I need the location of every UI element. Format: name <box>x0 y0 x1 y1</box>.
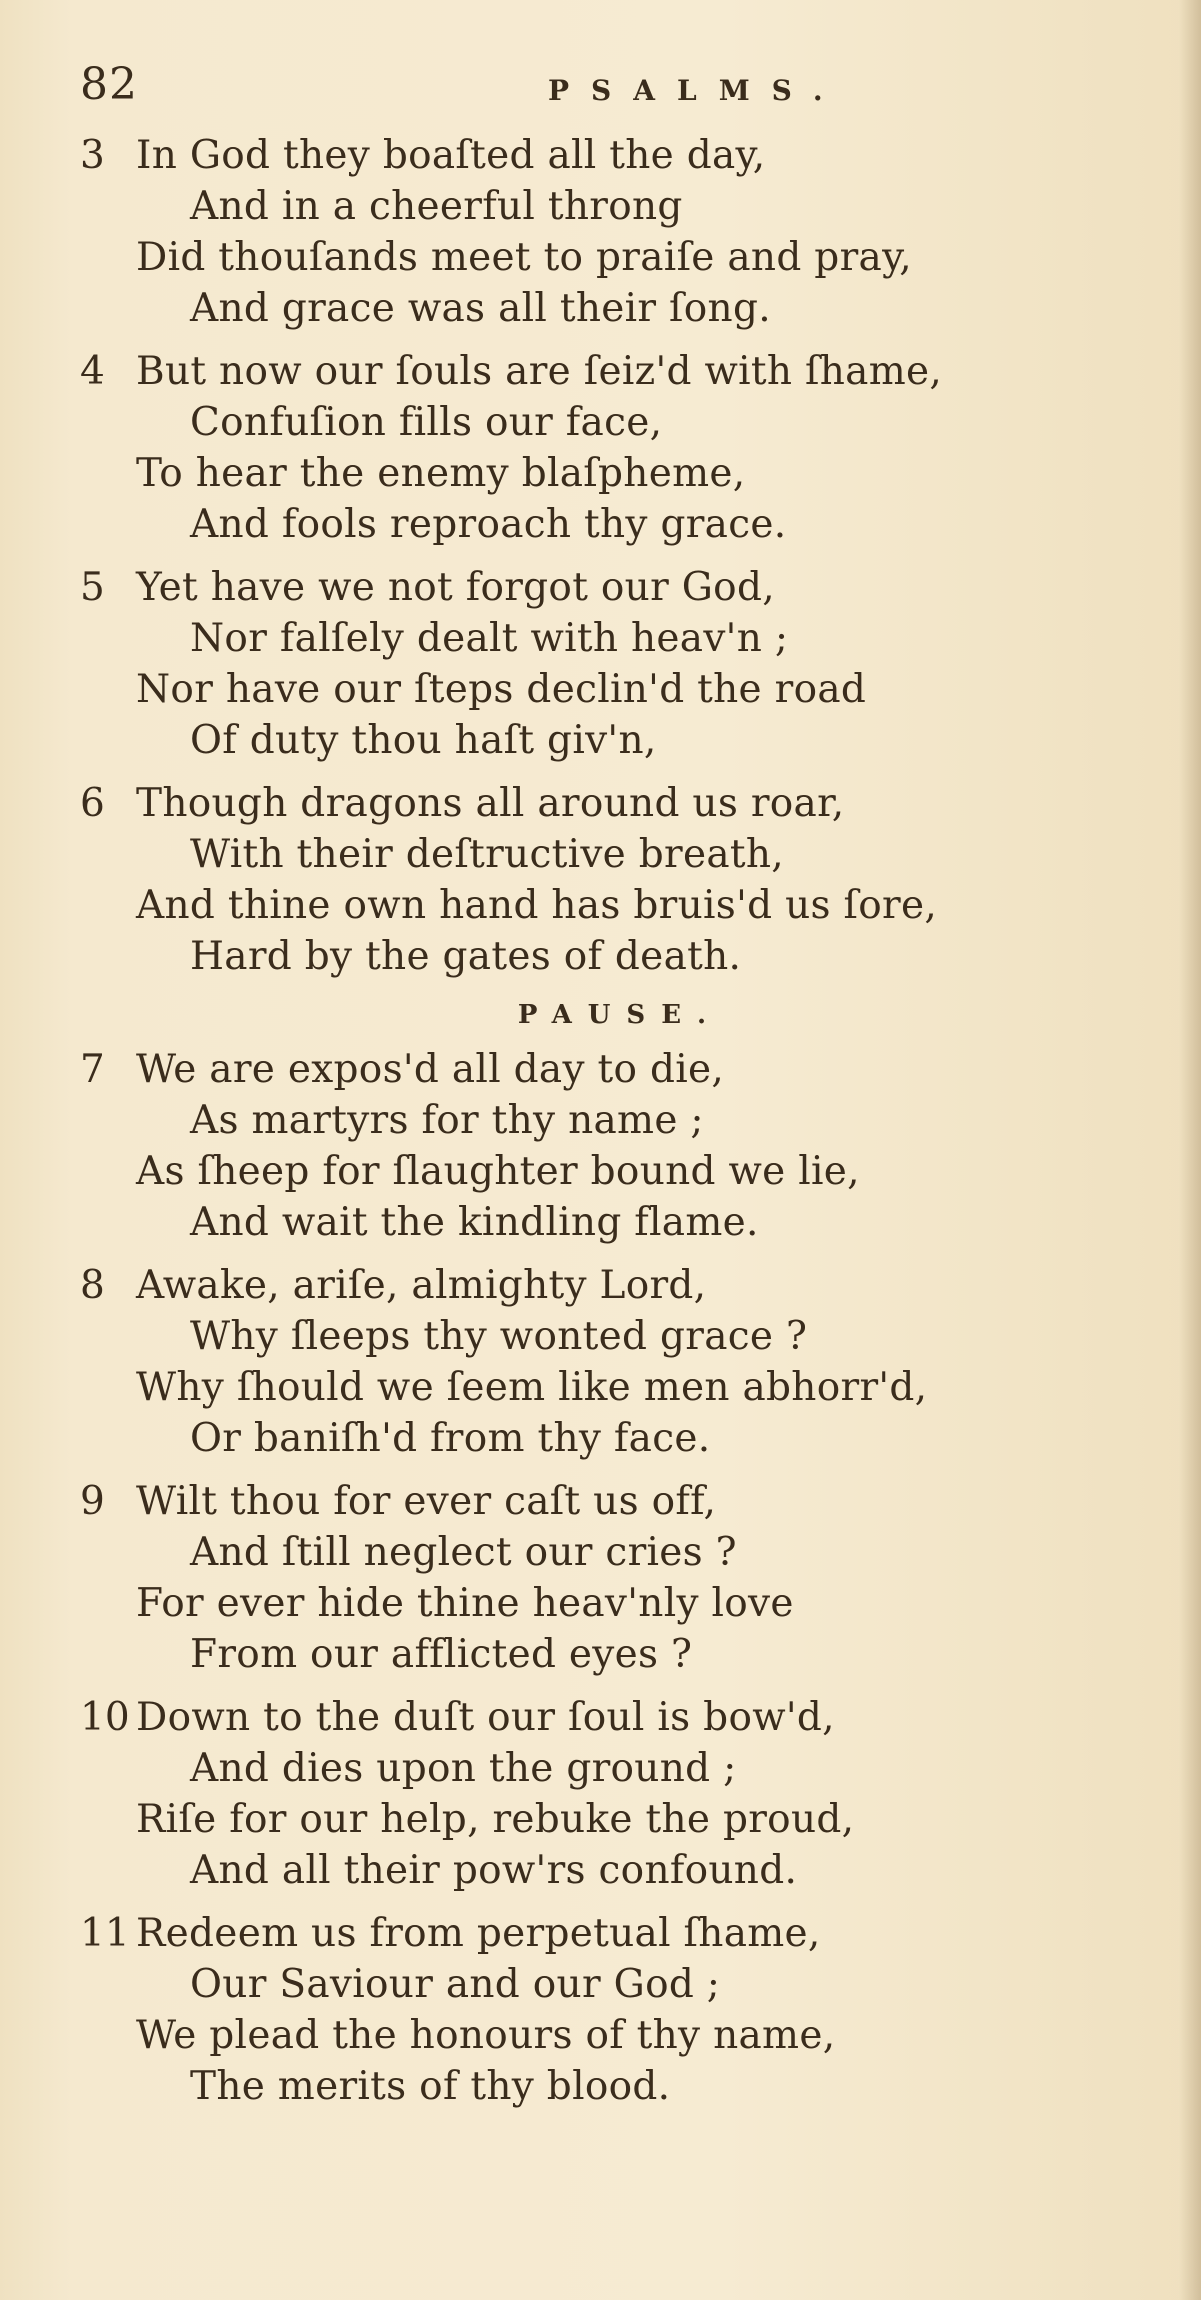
stanza-7 <box>80 1044 1140 1248</box>
verse-line: Did thouſands meet to praiſe and pray, <box>136 235 912 280</box>
verse-number: 10 <box>80 1695 130 1740</box>
verse-line: Redeem us from perpetual ſhame, <box>136 1911 821 1956</box>
verse-line: For ever hide thine heav'nly love <box>136 1581 794 1626</box>
verse-line: Or baniſh'd from thy face. <box>190 1416 711 1461</box>
page-header <box>80 55 1160 115</box>
verse-line: Nor falſely dealt with heav'n ; <box>190 616 789 661</box>
verse-line: Hard by the gates of death. <box>190 934 742 979</box>
verse-line: Wilt thou for ever caſt us off, <box>136 1479 717 1524</box>
verse-line: And in a cheerful throng <box>190 184 683 229</box>
verse-line: And thine own hand has bruis'd us ſore, <box>136 883 938 928</box>
verse-line: And dies upon the ground ; <box>190 1746 737 1791</box>
verse-number: 5 <box>80 565 105 610</box>
verse-line: Down to the duſt our ſoul is bow'd, <box>136 1695 835 1740</box>
verse-number: 8 <box>80 1263 105 1308</box>
verse-line: With their deſtructive breath, <box>190 832 784 877</box>
verse-line: The merits of thy blood. <box>190 2064 671 2109</box>
verse-number: 7 <box>80 1047 105 1092</box>
stanza-3 <box>80 130 1140 334</box>
verse-number: 9 <box>80 1479 105 1524</box>
verse-line: Though dragons all around us roar, <box>136 781 845 826</box>
verse-line: Nor have our ſteps declin'd the road <box>136 667 867 712</box>
verse-line: Why ſhould we ſeem like men abhorr'd, <box>136 1365 928 1410</box>
verse-line: Yet have we not forgot our God, <box>136 565 775 610</box>
verse-line: As martyrs for thy name ; <box>190 1098 704 1143</box>
verse-line: In God they boaſted all the day, <box>136 133 766 178</box>
verse-line: Our Saviour and our God ; <box>190 1962 721 2007</box>
verse-number: 6 <box>80 781 105 826</box>
stanza-11 <box>80 1908 1140 2112</box>
verse-line: Why ſleeps thy wonted grace ? <box>190 1314 808 1359</box>
verse-line: As ſheep for ſlaughter bound we lie, <box>136 1149 860 1194</box>
verse-line: Riſe for our help, rebuke the proud, <box>136 1797 855 1842</box>
stanza-4 <box>80 346 1140 550</box>
verse-number: 3 <box>80 133 105 178</box>
gutter-shadow <box>1179 0 1201 2300</box>
verse-line: To hear the enemy blaſpheme, <box>136 451 746 496</box>
verse-number: 4 <box>80 349 105 394</box>
running-head: PSALMS. <box>548 74 845 107</box>
stanza-5 <box>80 562 1140 766</box>
verse-line: And fools reproach thy grace. <box>190 502 787 547</box>
page-number: 82 <box>80 59 138 110</box>
verse-line: And grace was all their ſong. <box>190 286 771 331</box>
verse-line: And all their pow'rs confound. <box>190 1848 798 1893</box>
stanza-10 <box>80 1692 1140 1896</box>
verse-line: But now our ſouls are ſeiz'd with ſhame, <box>136 349 943 394</box>
verse-line: We are expos'd all day to die, <box>136 1047 725 1092</box>
verse-line: Awake, ariſe, almighty Lord, <box>136 1263 707 1308</box>
verse-line: Confuſion fills our face, <box>190 400 663 445</box>
verse-number: 11 <box>80 1911 130 1956</box>
stanza-9 <box>80 1476 1140 1680</box>
psalm-text <box>80 130 1140 2124</box>
pause-heading: PAUSE. <box>517 1000 723 1030</box>
stanza-6 <box>80 778 1140 982</box>
verse-line: And wait the kindling flame. <box>190 1200 759 1245</box>
verse-line: From our afflicted eyes ? <box>190 1632 693 1677</box>
verse-line: Of duty thou haſt giv'n, <box>190 718 657 763</box>
stanza-8 <box>80 1260 1140 1464</box>
verse-line: And ſtill neglect our cries ? <box>190 1530 737 1575</box>
verse-line: We plead the honours of thy name, <box>136 2013 836 2058</box>
